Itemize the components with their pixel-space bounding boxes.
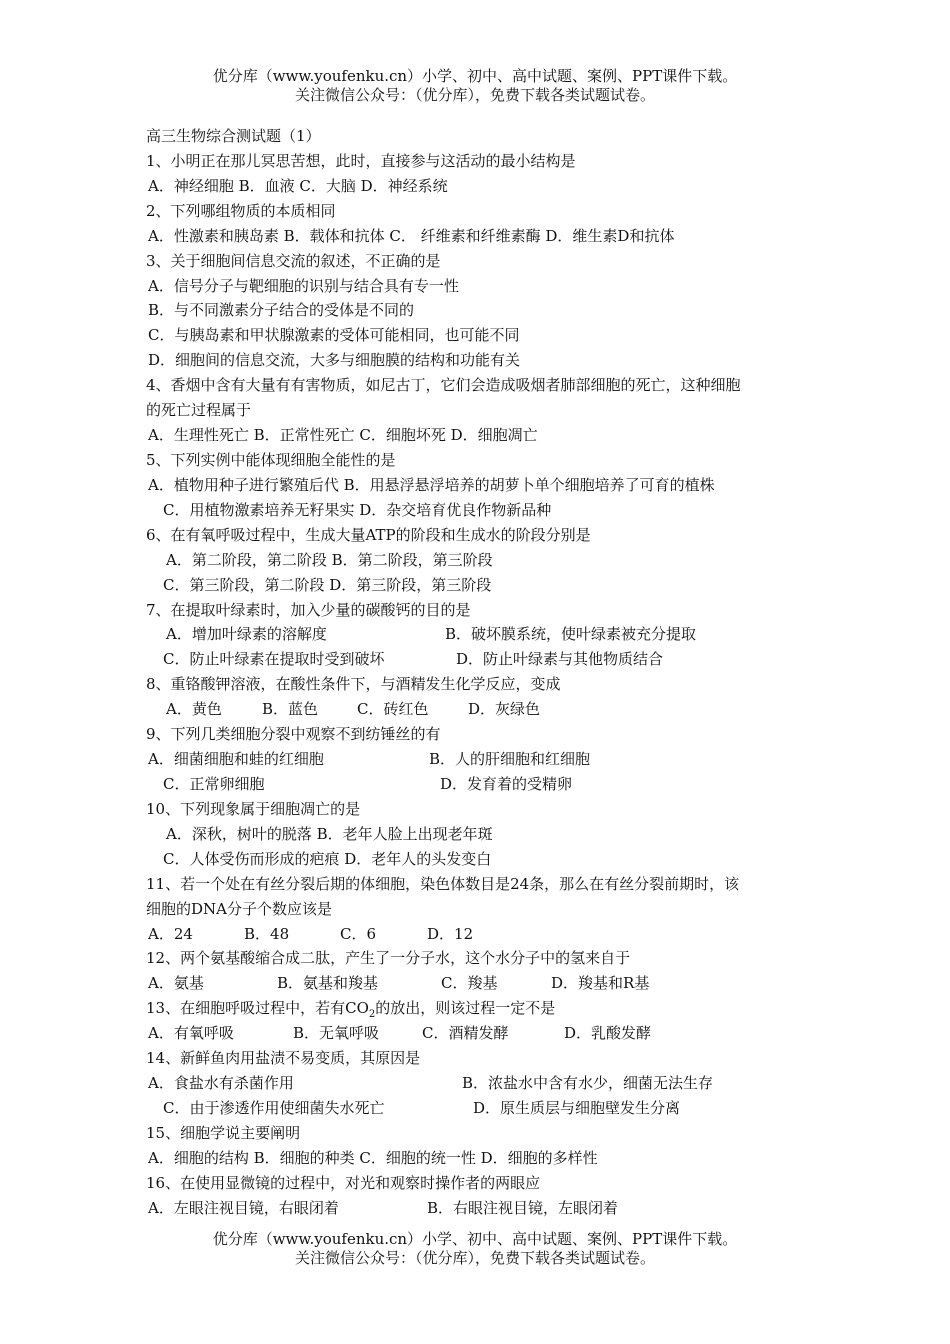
question-7-option-d: D．防止叶绿素与其他物质结合 [456, 650, 664, 669]
question-5-options-ab: A．植物用种子进行繁殖后代 B．用悬浮悬浮培养的胡萝卜单个细胞培养了可育的植株 [148, 475, 715, 494]
question-7-option-a: A．增加叶绿素的溶解度 [166, 625, 327, 644]
question-13-stem-subscript: 2 [368, 1009, 376, 1021]
exam-body [146, 124, 826, 1221]
question-9-option-b: B．人的肝细胞和红细胞 [429, 750, 591, 769]
question-12-option-d: D．羧基和R基 [551, 974, 650, 993]
question-12-stem: 12、两个氨基酸缩合成二肽，产生了一分子水，这个水分子中的氢来自于 [146, 949, 631, 968]
question-8-options [146, 697, 826, 722]
question-1-options: A．神经细胞 B．血液 C．大脑 D．神经系统 [148, 176, 448, 195]
header-line-2: 关注微信公众号：（优分库），免费下载各类试题试卷。 [294, 86, 655, 104]
question-14-option-d: D．原生质层与细胞壁发生分离 [473, 1098, 681, 1117]
question-13-stem-post: 的放出，则该过程一定不是 [375, 999, 556, 1018]
question-14-option-b: B．浓盐水中含有水少，细菌无法生存 [462, 1074, 714, 1093]
question-5-stem: 5、下列实例中能体现细胞全能性的是 [146, 450, 396, 469]
question-16-options-ab [146, 1196, 826, 1221]
question-12-options [146, 971, 826, 996]
question-14-options-cd [146, 1096, 826, 1121]
question-12-option-b: B．氨基和羧基 [277, 974, 379, 993]
question-9-option-d: D．发育着的受精卵 [440, 774, 573, 793]
question-9-options-cd [146, 772, 826, 797]
question-8-option-c: C．砖红色 [357, 700, 429, 719]
question-6-stem: 6、在有氧呼吸过程中，生成大量ATP的阶段和生成水的阶段分别是 [146, 525, 591, 544]
question-14-option-a: A．食盐水有杀菌作用 [148, 1074, 294, 1093]
question-16-option-b: B．右眼注视目镜，左眼闭着 [427, 1198, 619, 1217]
question-10-options-ab: A．深秋，树叶的脱落 B．老年人脸上出现老年斑 [166, 824, 493, 843]
question-7-stem: 7、在提取叶绿素时，加入少量的碳酸钙的目的是 [146, 600, 471, 619]
footer-line-2: 关注微信公众号：（优分库），免费下载各类试题试卷。 [294, 1249, 655, 1267]
question-12-option-a: A．氨基 [148, 974, 204, 993]
question-5-options-cd: C．用植物激素培养无籽果实 D．杂交培育优良作物新品种 [163, 500, 552, 519]
question-13-option-d: D．乳酸发酵 [564, 1024, 652, 1043]
question-4-stem-line-1: 4、香烟中含有大量有有害物质，如尼古丁，它们会造成吸烟者肺部细胞的死亡，这种细胞 [146, 376, 741, 395]
question-3-option-a: A．信号分子与靶细胞的识别与结合具有专一性 [148, 276, 459, 295]
question-4-options: A．生理性死亡 B．正常性死亡 C．细胞坏死 D．细胞凋亡 [148, 426, 538, 445]
question-3-option-b: B．与不同激素分子结合的受体是不同的 [148, 301, 415, 320]
question-15-options: A．细胞的结构 B．细胞的种类 C．细胞的统一性 D．细胞的多样性 [148, 1148, 598, 1167]
exam-title: 高三生物综合测试题（1） [146, 127, 321, 145]
header-line-1: 优分库（www.youfenku.cn）小学、初中、高中试题、案例、PPT课件下载。 [212, 67, 738, 85]
question-1-stem: 1、小明正在那儿冥思苦想，此时，直接参与这活动的最小结构是 [146, 151, 576, 170]
question-3-option-d: D．细胞间的信息交流，大多与细胞膜的结构和功能有关 [148, 351, 521, 370]
question-15-stem: 15、细胞学说主要阐明 [146, 1123, 301, 1142]
question-6-options-ab: A．第二阶段，第二阶段 B．第二阶段，第三阶段 [166, 550, 493, 569]
question-4-stem-line-2: 的死亡过程属于 [146, 401, 252, 420]
question-6-options-cd: C．第三阶段，第二阶段 D．第三阶段，第三阶段 [163, 575, 492, 594]
page-footer [0, 1230, 950, 1268]
question-3-option-c: C．与胰岛素和甲状腺激素的受体可能相同，也可能不同 [148, 326, 520, 345]
question-11-stem-line-2: 细胞的DNA分子个数应该是 [146, 899, 332, 918]
question-9-option-c: C．正常卵细胞 [163, 774, 265, 793]
question-12-option-c: C．羧基 [441, 974, 498, 993]
question-9-stem: 9、下列几类细胞分裂中观察不到纺锤丝的有 [146, 725, 441, 744]
question-14-option-c: C．由于渗透作用使细菌失水死亡 [163, 1098, 385, 1117]
page-header [0, 67, 950, 105]
question-11-option-b: B．48 [244, 924, 290, 943]
question-7-option-b: B．破坏膜系统，使叶绿素被充分提取 [445, 625, 697, 644]
question-8-option-a: A．黄色 [166, 700, 222, 719]
question-2-stem: 2、下列哪组物质的本质相同 [146, 201, 336, 220]
question-2-options: A．性激素和胰岛素 B．载体和抗体 C． 纤维素和纤维素酶 D．维生素D和抗体 [148, 226, 675, 245]
question-8-option-b: B．蓝色 [262, 700, 319, 719]
question-11-options [146, 922, 826, 947]
question-11-option-c: C．6 [340, 924, 377, 943]
question-13-option-c: C．酒精发酵 [422, 1024, 509, 1043]
question-7-options-cd [146, 647, 826, 672]
question-8-option-d: D．灰绿色 [468, 700, 541, 719]
question-13-options [146, 1021, 826, 1046]
question-16-option-a: A．左眼注视目镜，右眼闭着 [148, 1198, 339, 1217]
question-13-stem [146, 996, 826, 1021]
question-16-stem: 16、在使用显微镜的过程中，对光和观察时操作者的两眼应 [146, 1173, 541, 1192]
question-7-option-c: C．防止叶绿素在提取时受到破坏 [163, 650, 385, 669]
question-10-stem: 10、下列现象属于细胞凋亡的是 [146, 799, 361, 818]
question-9-option-a: A．细菌细胞和蛙的红细胞 [148, 750, 324, 769]
question-11-option-d: D．12 [427, 924, 474, 943]
question-13-option-a: A．有氧呼吸 [148, 1024, 234, 1043]
question-11-stem-line-1: 11、若一个处在有丝分裂后期的体细胞，染色体数目是24条，那么在有丝分裂前期时，该 [146, 874, 740, 893]
question-11-option-a: A．24 [148, 924, 193, 943]
question-13-stem-pre: 13、在细胞呼吸过程中，若有CO [146, 999, 369, 1018]
question-10-options-cd: C．人体受伤而形成的疤痕 D．老年人的头发变白 [163, 849, 492, 868]
question-14-stem: 14、新鲜鱼肉用盐渍不易变质，其原因是 [146, 1049, 421, 1068]
question-3-stem: 3、关于细胞间信息交流的叙述，不正确的是 [146, 251, 441, 270]
footer-line-1: 优分库（www.youfenku.cn）小学、初中、高中试题、案例、PPT课件下载。 [212, 1230, 738, 1248]
question-13-option-b: B．无氧呼吸 [293, 1024, 380, 1043]
question-7-options-ab [146, 622, 826, 647]
question-8-stem: 8、重铬酸钾溶液，在酸性条件下，与酒精发生化学反应，变成 [146, 675, 561, 694]
question-14-options-ab [146, 1071, 826, 1096]
question-9-options-ab [146, 747, 826, 772]
